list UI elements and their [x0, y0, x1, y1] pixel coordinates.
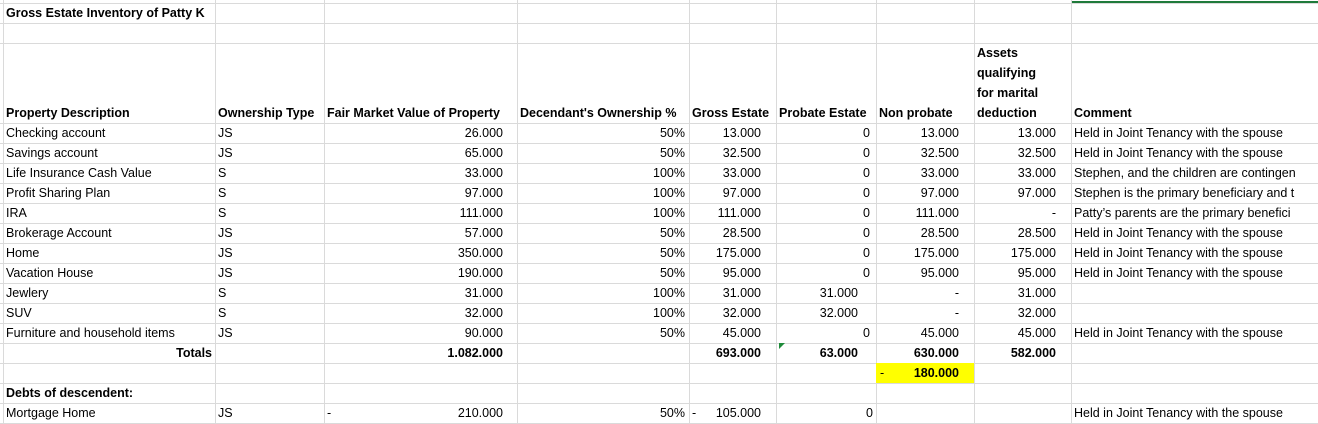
grid-line: [0, 43, 1318, 44]
cell-ownership[interactable]: JS: [218, 326, 233, 340]
cell-probate[interactable]: 0: [863, 166, 870, 180]
cell-comment[interactable]: [1071, 303, 1318, 323]
cell-probate[interactable]: 0: [863, 266, 870, 280]
cell-gross[interactable]: 175.000: [715, 246, 761, 260]
cell-probate[interactable]: 0: [863, 126, 870, 140]
header-fmv[interactable]: Fair Market Value of Property: [327, 106, 500, 120]
cell-property[interactable]: Checking account: [6, 126, 106, 140]
header-non-probate[interactable]: Non probate: [879, 106, 953, 120]
cell-probate[interactable]: 0: [863, 246, 870, 260]
cell-gross[interactable]: 32.500: [722, 146, 761, 160]
cell-pct[interactable]: 100%: [653, 166, 685, 180]
header-property[interactable]: Property Description: [6, 106, 130, 120]
cell-ownership[interactable]: JS: [218, 266, 233, 280]
cell-gross[interactable]: 32.000: [722, 306, 761, 320]
cell-ownership[interactable]: S: [218, 286, 227, 300]
cell-pct[interactable]: 50%: [659, 246, 685, 260]
cell-non-probate[interactable]: -: [954, 286, 959, 300]
cell-comment[interactable]: Held in Joint Tenancy with the spouse: [1074, 246, 1283, 260]
cell-fmv[interactable]: 26.000: [464, 126, 503, 140]
cell-marital[interactable]: -: [1051, 206, 1056, 220]
cell-property[interactable]: Profit Sharing Plan: [6, 186, 111, 200]
cell-marital[interactable]: 45.000: [1017, 326, 1056, 340]
cell-fmv[interactable]: 57.000: [464, 226, 503, 240]
highlight-value: 180.000: [913, 366, 959, 380]
cell-marital[interactable]: 97.000: [1017, 186, 1056, 200]
grid-line: [0, 23, 1318, 24]
header-gross-estate[interactable]: Gross Estate: [692, 106, 770, 120]
cell-property[interactable]: Home: [6, 246, 40, 260]
totals-probate[interactable]: 63.000: [819, 346, 858, 360]
cell-gross[interactable]: 31.000: [722, 286, 761, 300]
cell-pct[interactable]: 50%: [659, 266, 685, 280]
cell-pct[interactable]: 50%: [659, 226, 685, 240]
cell-non-probate[interactable]: 175.000: [913, 246, 959, 260]
debt-desc[interactable]: Mortgage Home: [6, 406, 96, 420]
cell-comment[interactable]: Stephen, and the children are contingen: [1074, 166, 1296, 180]
header-comment[interactable]: Comment: [1074, 106, 1132, 120]
cell-property[interactable]: Jewlery: [6, 286, 49, 300]
cell-ownership[interactable]: S: [218, 166, 227, 180]
highlight-dash: -: [880, 366, 885, 380]
cell-non-probate[interactable]: 45.000: [920, 326, 959, 340]
cell-non-probate[interactable]: -: [954, 306, 959, 320]
debt-ownership[interactable]: JS: [218, 406, 233, 420]
cell-pct[interactable]: 50%: [659, 326, 685, 340]
cell-comment[interactable]: Held in Joint Tenancy with the spouse: [1074, 146, 1283, 160]
cell-marital[interactable]: 33.000: [1017, 166, 1056, 180]
cell-fmv[interactable]: 190.000: [457, 266, 503, 280]
cell-fmv[interactable]: 90.000: [464, 326, 503, 340]
cell-gross[interactable]: 95.000: [722, 266, 761, 280]
debt-probate[interactable]: 0: [866, 406, 873, 420]
debt-dash-gross: -: [692, 406, 697, 420]
error-indicator-icon: [779, 343, 785, 349]
cell-marital[interactable]: 32.000: [1017, 306, 1056, 320]
cell-gross[interactable]: 97.000: [722, 186, 761, 200]
cell-ownership[interactable]: S: [218, 206, 227, 220]
cell-ownership[interactable]: S: [218, 306, 227, 320]
cell-property[interactable]: SUV: [6, 306, 32, 320]
grid-line: [0, 363, 1318, 364]
cell-ownership[interactable]: JS: [218, 146, 233, 160]
cell-probate[interactable]: 31.000: [819, 286, 858, 300]
cell-non-probate[interactable]: 28.500: [920, 226, 959, 240]
header-probate-estate[interactable]: Probate Estate: [779, 106, 867, 120]
cell-non-probate[interactable]: 95.000: [920, 266, 959, 280]
cell-ownership[interactable]: S: [218, 186, 227, 200]
sheet-title[interactable]: Gross Estate Inventory of Patty K: [6, 6, 205, 20]
header-ownership-pct[interactable]: Decendant's Ownership %: [520, 106, 677, 120]
cell-fmv[interactable]: 111.000: [459, 206, 503, 220]
header-ownership[interactable]: Ownership Type: [218, 106, 315, 120]
cell-marital[interactable]: 175.000: [1010, 246, 1056, 260]
cell-gross[interactable]: 28.500: [722, 226, 761, 240]
cell-non-probate[interactable]: 111.000: [915, 206, 959, 220]
cell-ownership[interactable]: JS: [218, 226, 233, 240]
header-marital-deduction[interactable]: Assets qualifying for marital deduction: [977, 46, 1039, 120]
cell-comment[interactable]: Held in Joint Tenancy with the spouse: [1074, 326, 1283, 340]
cell-non-probate[interactable]: 33.000: [920, 166, 959, 180]
cell-ownership[interactable]: JS: [218, 246, 233, 260]
debts-heading[interactable]: Debts of descendent:: [6, 386, 134, 400]
cell-comment[interactable]: Patty’s parents are the primary benefici: [1074, 206, 1291, 220]
cell-marital[interactable]: 32.500: [1017, 146, 1056, 160]
cell-comment[interactable]: Stephen is the primary beneficiary and t: [1074, 186, 1295, 200]
cell-pct[interactable]: 100%: [653, 306, 685, 320]
totals-marital[interactable]: 582.000: [1010, 346, 1056, 360]
cell-pct[interactable]: 100%: [653, 206, 685, 220]
cell-property[interactable]: Life Insurance Cash Value: [6, 166, 152, 180]
cell-fmv[interactable]: 65.000: [464, 146, 503, 160]
totals-fmv[interactable]: 1.082.000: [447, 346, 503, 360]
totals-label[interactable]: Totals: [176, 346, 212, 360]
cell-fmv[interactable]: 32.000: [464, 306, 503, 320]
active-cell-border: [1072, 1, 1318, 3]
cell-gross[interactable]: 111.000: [717, 206, 761, 220]
cell-marital[interactable]: 13.000: [1017, 126, 1056, 140]
cell-fmv[interactable]: 97.000: [464, 186, 503, 200]
cell-probate[interactable]: 0: [863, 326, 870, 340]
cell-comment[interactable]: Held in Joint Tenancy with the spouse: [1074, 266, 1283, 280]
cell-probate[interactable]: 0: [863, 226, 870, 240]
totals-gross[interactable]: 693.000: [715, 346, 761, 360]
cell-probate[interactable]: 0: [863, 146, 870, 160]
cell-property[interactable]: IRA: [6, 206, 27, 220]
cell-property[interactable]: Savings account: [6, 146, 98, 160]
cell-marital[interactable]: 95.000: [1017, 266, 1056, 280]
cell-gross[interactable]: 13.000: [722, 126, 761, 140]
totals-non-probate[interactable]: 630.000: [913, 346, 959, 360]
cell-marital[interactable]: 28.500: [1017, 226, 1056, 240]
cell-ownership[interactable]: JS: [218, 126, 233, 140]
cell-non-probate[interactable]: 13.000: [920, 126, 959, 140]
debt-comment[interactable]: Held in Joint Tenancy with the spouse: [1074, 406, 1283, 420]
cell-comment[interactable]: Held in Joint Tenancy with the spouse: [1074, 126, 1283, 140]
cell-fmv[interactable]: 350.000: [457, 246, 503, 260]
cell-property[interactable]: Brokerage Account: [6, 226, 112, 240]
cell-fmv[interactable]: 33.000: [464, 166, 503, 180]
debt-dash-fmv: -: [327, 406, 332, 420]
debt-gross[interactable]: 105.000: [715, 406, 761, 420]
cell-comment[interactable]: Held in Joint Tenancy with the spouse: [1074, 226, 1283, 240]
cell-gross[interactable]: 33.000: [722, 166, 761, 180]
cell-marital[interactable]: 31.000: [1017, 286, 1056, 300]
cell-probate[interactable]: 32.000: [819, 306, 858, 320]
cell-pct[interactable]: 50%: [659, 146, 685, 160]
cell-gross[interactable]: 45.000: [722, 326, 761, 340]
cell-fmv[interactable]: 31.000: [464, 286, 503, 300]
cell-comment[interactable]: [1071, 283, 1318, 303]
cell-pct[interactable]: 50%: [659, 126, 685, 140]
cell-pct[interactable]: 100%: [653, 286, 685, 300]
cell-non-probate[interactable]: 32.500: [920, 146, 959, 160]
debt-fmv[interactable]: 210.000: [457, 406, 503, 420]
cell-probate[interactable]: 0: [863, 186, 870, 200]
cell-property[interactable]: Vacation House: [6, 266, 94, 280]
cell-property[interactable]: Furniture and household items: [6, 326, 175, 340]
cell-probate[interactable]: 0: [863, 206, 870, 220]
cell-pct[interactable]: 100%: [653, 186, 685, 200]
highlighted-cell[interactable]: [876, 363, 974, 383]
cell-non-probate[interactable]: 97.000: [920, 186, 959, 200]
debt-pct[interactable]: 50%: [659, 406, 685, 420]
